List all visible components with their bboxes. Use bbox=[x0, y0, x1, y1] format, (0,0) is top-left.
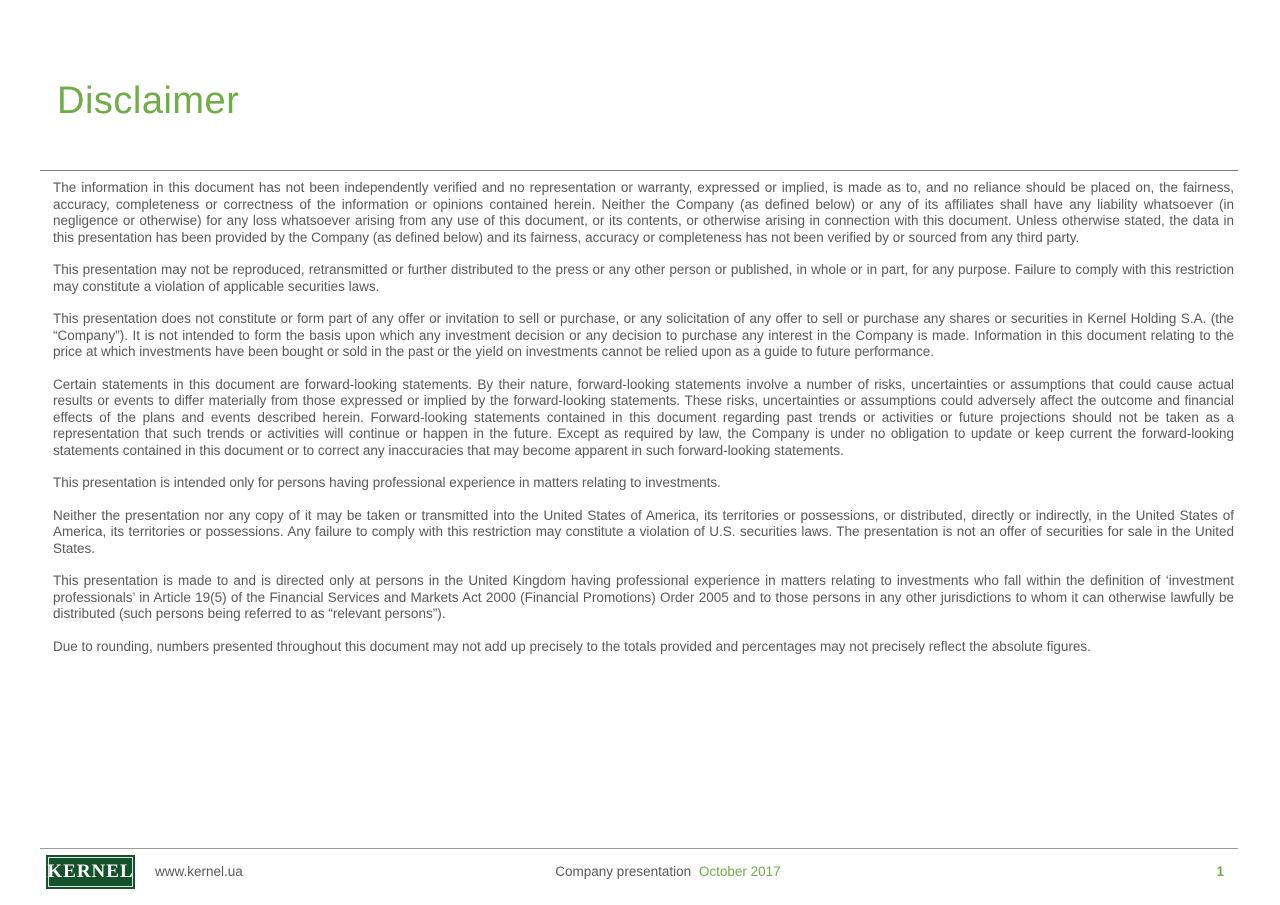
disclaimer-paragraph: Certain statements in this document are forward-looking statements. By their nature, forward-looking statements involve a number of risks, uncertainties or assumptions that could cause actual results or events to differ materially from those expressed or implied by the forward-looking statements. These risks, uncertainties or assumptions could adversely affect the outcome and financial effects of the plans and events described herein. Forward-looking statements contained in this document regarding past trends or activities or future projections should not be taken as a representation that such trends or activities will continue or happen in the future. Except as required by law, the Company is under no obligation to update or keep current the forward-looking statements contained in this document or to correct any inaccuracies that may become apparent in such forward-looking statements. bbox=[53, 376, 1234, 458]
disclaimer-paragraph: This presentation is made to and is directed only at persons in the United Kingdom having professional experience in matters relating to investments who fall within the definition of ‘investment professionals’ in Article 19(5) of the Financial Services and Markets Act 2000 (Financial Promotions) Order 2005 and to those persons in any other jurisdictions to whom it can otherwise lawfully be distributed (such persons being referred to as “relevant persons”). bbox=[53, 573, 1234, 621]
disclaimer-paragraph: Neither the presentation nor any copy of it may be taken or transmitted into the United States of America, its territories or possessions, or distributed, directly or indirectly, in the United States of America, its territories or possessions. Any failure to comply with this restriction may constitute a violation of U.S. securities laws. The presentation is not an offer of securities for sale in the United States. bbox=[53, 507, 1234, 556]
page-title: Disclaimer bbox=[57, 80, 240, 122]
disclaimer-body bbox=[53, 180, 1234, 671]
footer-caption: Company presentation bbox=[555, 864, 692, 879]
title-divider bbox=[40, 170, 1238, 171]
page-number: 1 bbox=[1216, 864, 1224, 879]
disclaimer-paragraph: This presentation may not be reproduced, retransmitted or further distributed to the press or any other person or published, in whole or in part, for any purpose. Failure to comply with this restriction may constitute a violation of applicable securities laws. bbox=[53, 262, 1234, 294]
footer-divider bbox=[40, 848, 1238, 849]
footer-date: October 2017 bbox=[698, 864, 781, 879]
footer-caption-group bbox=[56, 864, 1280, 879]
disclaimer-paragraph: This presentation does not constitute or form part of any offer or invitation to sell or purchase, or any solicitation of any offer to sell or purchase any shares or securities in Kernel Holding S.A. (the “Company”). It is not intended to form the basis upon which any investment decision or any decision to purchase any interest in the Company is made. Information in this document relating to the price at which investments have been bought or sold in the past or the yield on investments cannot be relied upon as a guide to future performance. bbox=[53, 311, 1234, 359]
disclaimer-paragraph: Due to rounding, numbers presented throughout this document may not add up precisely to the totals provided and percentages may not precisely reflect the absolute figures. bbox=[53, 638, 1091, 654]
website-link[interactable]: www.kernel.ua bbox=[155, 864, 243, 879]
kernel-logo-text: KERNEL bbox=[47, 861, 134, 882]
disclaimer-paragraph: The information in this document has not been independently verified and no representation or warranty, expressed or implied, is made as to, and no reliance should be placed on, the fairness, accuracy, completeness or correctness of the information or opinions contained herein. Neither the Company (as defined below) or any of its affiliates shall have any liability whatsoever (in negligence or otherwise) for any loss whatsoever arising from any use of this document, or its contents, or otherwise arising in connection with this document. Unless otherwise stated, the data in this presentation has been provided by the Company (as defined below) and its fairness, accuracy or completeness has not been verified by or sourced from any third party. bbox=[53, 180, 1234, 245]
disclaimer-paragraph: This presentation is intended only for persons having professional experience in matters relating to investments. bbox=[53, 475, 721, 490]
